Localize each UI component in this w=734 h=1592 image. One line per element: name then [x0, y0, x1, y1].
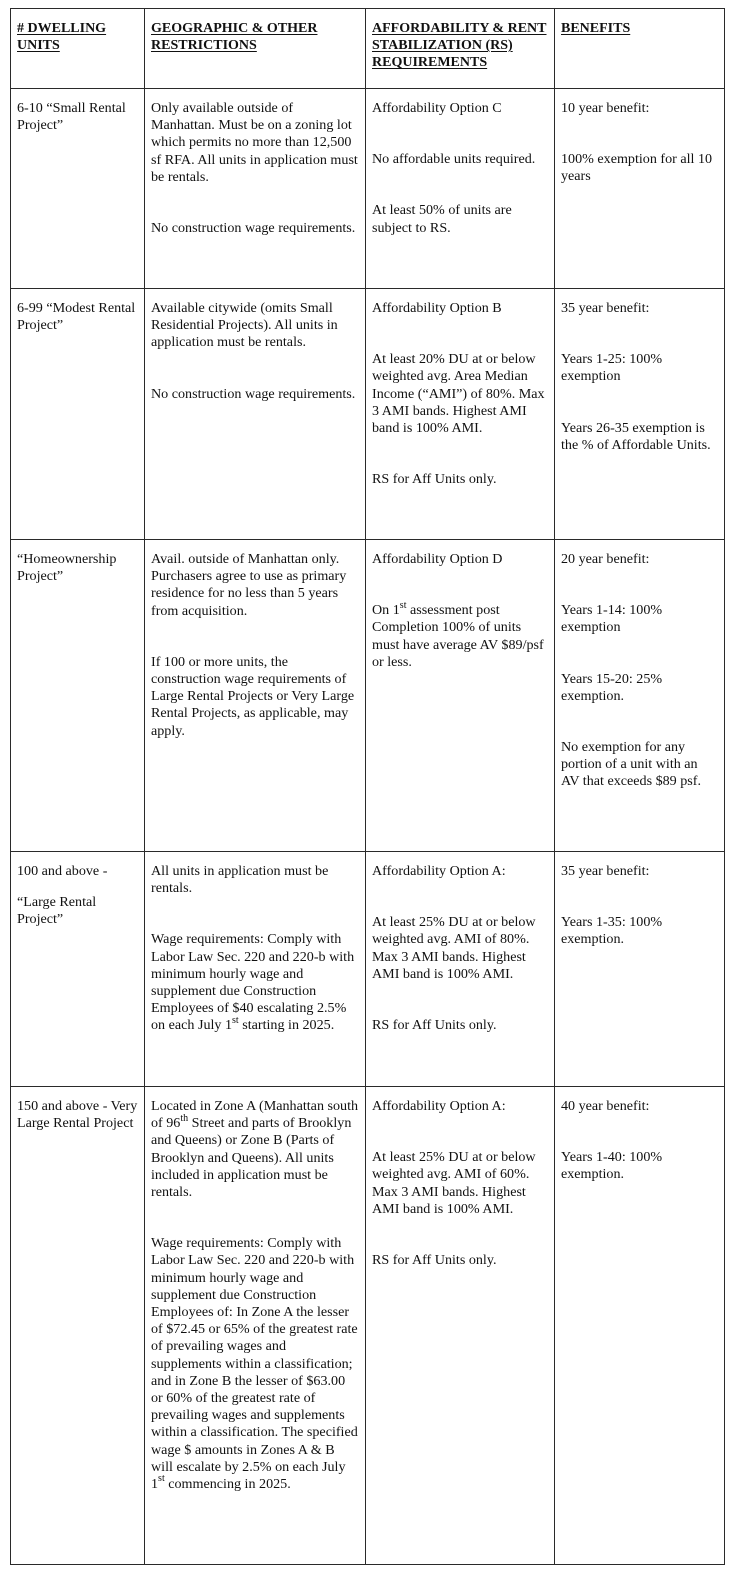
benefits-text: No exemption for any portion of a unit with an AV that exceeds $89 psf. — [561, 739, 702, 790]
units-cell — [11, 852, 145, 1087]
benefits-cell — [555, 1087, 725, 1565]
units-text: 6-10 “Small Rental Project” — [17, 100, 126, 134]
benefits-text: Years 1-14: 100% exemption — [561, 602, 663, 636]
table-row — [11, 540, 725, 852]
header-row — [11, 9, 725, 89]
affordability-text: At least 25% DU at or below weighted avg. AMI of 60%. Max 3 AMI bands. Highest AMI band is 100% AMI. — [372, 1149, 536, 1217]
restrictions-text: Only available outside of Manhattan. Must be on a zoning lot which permits no more than 12,500 sf RFA. All units in application must be rentals. — [151, 100, 358, 185]
units-text: 150 and above - Very Large Rental Project — [17, 1098, 138, 1132]
units-text: 6-99 “Modest Rental Project” — [17, 300, 136, 334]
affordability-text: RS for Aff Units only. — [372, 471, 497, 488]
affordability-text: Affordability Option A: — [372, 863, 506, 879]
affordability-text: Affordability Option C — [372, 100, 502, 116]
table-row — [11, 852, 725, 1087]
units-cell — [11, 540, 145, 852]
affordability-cell — [366, 289, 555, 540]
affordability-cell — [366, 1087, 555, 1565]
restrictions-text: No construction wage requirements. — [151, 385, 356, 402]
header-benefits: BENEFITS — [555, 9, 725, 89]
header-restrictions: GEOGRAPHIC & OTHER RESTRICTIONS — [145, 9, 366, 89]
restrictions-text: No construction wage requirements. — [151, 220, 356, 237]
affordability-text: On 1st assessment post Completion 100% of units must have average AV $89/psf or less. — [372, 599, 544, 670]
affordability-cell — [366, 852, 555, 1087]
restrictions-text: If 100 or more units, the construction wage requirements of Large Rental Projects or Very Large Rental Projects, as applicable, may apply. — [151, 653, 355, 739]
affordability-text: Affordability Option B — [372, 300, 502, 316]
benefits-text: 40 year benefit: — [561, 1098, 650, 1114]
affordability-text: At least 25% DU at or below weighted avg. AMI of 80%. Max 3 AMI bands. Highest AMI band is 100% AMI. — [372, 914, 536, 982]
restrictions-cell — [145, 289, 366, 540]
restrictions-cell — [145, 852, 366, 1087]
affordability-text: RS for Aff Units only. — [372, 1252, 497, 1269]
restrictions-cell — [145, 1087, 366, 1565]
restrictions-cell — [145, 89, 366, 289]
restrictions-text: All units in application must be rentals. — [151, 863, 329, 897]
benefits-text: 35 year benefit: — [561, 300, 650, 316]
tax-benefit-table — [10, 8, 725, 1565]
units-text: 100 and above - — [17, 863, 108, 879]
header-affordability: AFFORDABILITY & RENT STABILIZATION (RS) REQUIREMENTS — [366, 9, 555, 89]
benefits-text: Years 1-40: 100% exemption. — [561, 1149, 663, 1183]
restrictions-text: Available citywide (omits Small Residential Projects). All units in application must be rentals. — [151, 300, 338, 351]
benefits-cell — [555, 289, 725, 540]
affordability-text: At least 50% of units are subject to RS. — [372, 202, 512, 236]
benefits-cell — [555, 852, 725, 1087]
benefits-text: 35 year benefit: — [561, 863, 650, 879]
restrictions-text: Wage requirements: Comply with Labor Law Sec. 220 and 220-b with minimum hourly wage and supplement due Construction Employees of $40 escalating 2.5% on each July 1st starting in 2025. — [151, 931, 355, 1034]
affordability-text: At least 20% DU at or below weighted avg. Area Median Income (“AMI”) of 80%. Max 3 AMI bands. Highest AMI band is 100% AMI. — [372, 351, 545, 437]
restrictions-cell — [145, 540, 366, 852]
benefits-text: 20 year benefit: — [561, 551, 650, 567]
restrictions-text: Wage requirements: Comply with Labor Law Sec. 220 and 220-b with minimum hourly wage and supplement due Construction Employees of: In Zone A the lesser of $72.45 or 65% of the greatest rate of prevailing wages and supplements within a classification; and in Zone B the lesser of $63.00 or 60% of the greatest rate of prevailing wages and supplements within a classification. The specified wage $ amounts in Zones A & B will escalate by 2.5% on each July 1st commencing in 2025. — [151, 1235, 358, 1493]
units-cell — [11, 1087, 145, 1565]
affordability-text: RS for Aff Units only. — [372, 1017, 497, 1034]
table-row — [11, 89, 725, 289]
affordability-text: Affordability Option D — [372, 551, 503, 567]
units-text: “Homeownership Project” — [17, 551, 117, 585]
benefits-text: Years 15-20: 25% exemption. — [561, 670, 663, 704]
affordability-text: No affordable units required. — [372, 151, 536, 168]
benefits-text: 10 year benefit: — [561, 100, 650, 116]
benefits-cell — [555, 540, 725, 852]
table-row — [11, 1087, 725, 1565]
header-dwelling-units: # DWELLING UNITS — [11, 9, 145, 89]
restrictions-text: Avail. outside of Manhattan only. Purchasers agree to use as primary residence for no less than 5 years from acquisition. — [151, 551, 347, 619]
affordability-cell — [366, 89, 555, 289]
units-text: “Large Rental Project” — [17, 894, 97, 928]
benefits-text: Years 1-35: 100% exemption. — [561, 914, 663, 948]
affordability-text: Affordability Option A: — [372, 1098, 506, 1114]
table-row — [11, 289, 725, 540]
restrictions-text: Located in Zone A (Manhattan south of 96th Street and parts of Brooklyn and Queens) or Zone B (Parts of Brooklyn and Queens). All units included in application must be rentals. — [151, 1098, 359, 1201]
units-cell — [11, 89, 145, 289]
benefits-text: 100% exemption for all 10 years — [561, 151, 713, 185]
benefits-text: Years 1-25: 100% exemption — [561, 351, 663, 385]
units-cell — [11, 289, 145, 540]
benefits-cell — [555, 89, 725, 289]
benefits-text: Years 26-35 exemption is the % of Affordable Units. — [561, 419, 711, 453]
affordability-cell — [366, 540, 555, 852]
